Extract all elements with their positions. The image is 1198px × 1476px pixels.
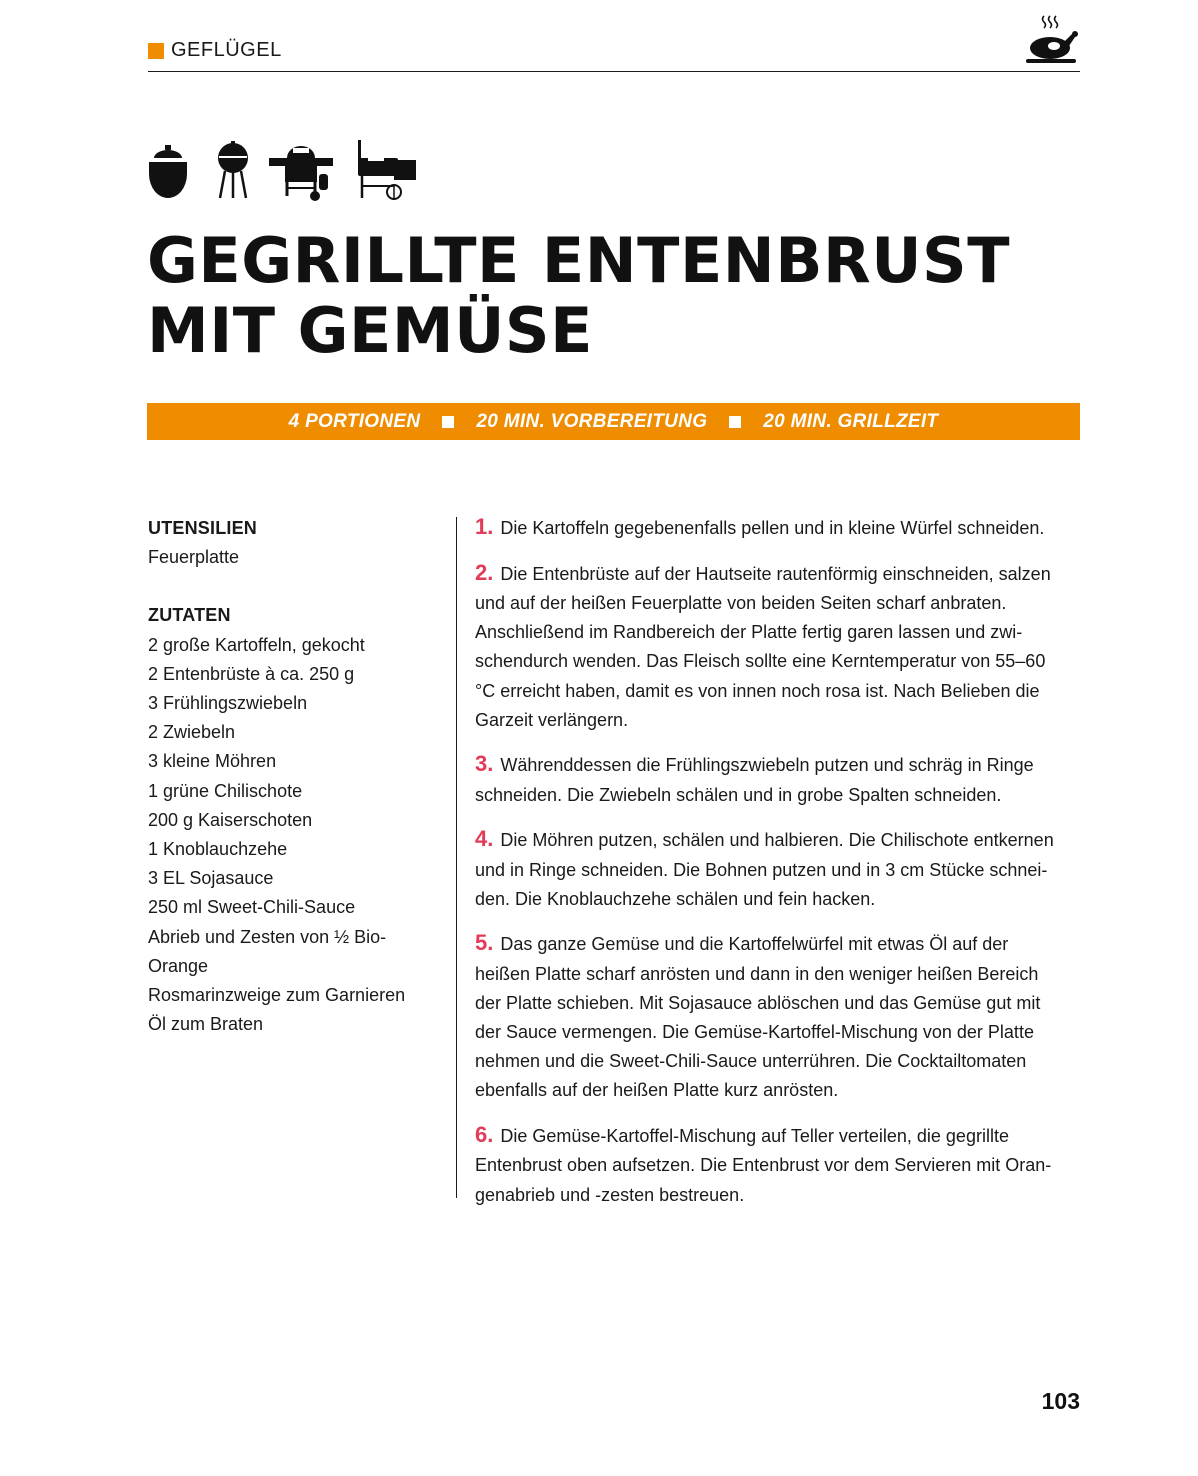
ingredient-item: 1 grüne Chilischote [148,780,303,801]
step-text-line: der Platte schieben. Mit Sojasauce ablöschen und das Gemüse gut mit [475,992,1041,1013]
step-text-line: heißen Platte scharf anrösten und dann in den weniger heißen Bereich [475,963,1039,984]
ingredient-item: 2 Entenbrüste à ca. 250 g [148,663,355,684]
ingredient-item: 2 Zwiebeln [148,722,236,743]
ingredient-item: 250 ml Sweet-Chili-Sauce [148,897,356,918]
roast-chicken-icon [1024,12,1080,66]
step-text-line: Währenddessen die Frühlingszwiebeln putzen und schräg in Ringe [500,755,1034,776]
column-divider [456,517,457,1198]
kettle-grill-icon [216,138,250,202]
step-text-line: Anschließend im Randbereich der Platte fertig garen lassen und zwi- [475,622,1023,643]
step-6 [475,1120,1085,1210]
step-text-line: schendurch wenden. Das Fleisch sollte eine Kerntemperatur von 55–60 [475,651,1046,672]
steps-column [475,512,1085,1224]
info-separator [442,416,454,428]
step-5 [475,928,1085,1105]
recipe-title [147,226,1087,366]
portions-info: 4 PORTIONEN [288,410,421,432]
page-header [148,36,1080,72]
section-marker [148,43,164,59]
gas-grill-icon [269,138,333,202]
ingredient-item: 200 g Kaiserschoten [148,809,313,830]
step-text-line: Garzeit verlängern. [475,709,629,730]
section-label: GEFLÜGEL [171,39,282,61]
prep-time-info: 20 MIN. VORBEREITUNG [476,410,708,432]
ingredient-item: Orange [148,955,209,976]
recipe-info-bar [147,403,1080,440]
step-text-line: den. Die Knoblauchzehe schälen und fein hacken. [475,888,876,909]
step-text-line: ebenfalls auf der heißen Platte kurz anrösten. [475,1080,839,1101]
step-number: 3. [475,751,494,777]
ingredient-item: 3 Frühlingszwiebeln [148,693,308,714]
page-number: 103 [1041,1388,1080,1414]
ingredient-item: Öl zum Braten [148,1014,264,1035]
smoker-grill-icon [356,138,418,202]
ingredients-column [148,514,438,1039]
ingredient-item: 1 Knoblauchzehe [148,839,288,860]
ingredient-item: 3 EL Sojasauce [148,868,274,889]
step-number: 4. [475,826,494,852]
step-text-line: und auf der heißen Feuerplatte von beiden Seiten scharf anbraten. [475,592,1007,613]
step-text-line: Die Entenbrüste auf der Hautseite rautenförmig einschneiden, salzen [500,563,1051,584]
recipe-title-line-1: GEGRILLTE ENTENBRUST [147,224,1010,297]
ingredient-item: Abrieb und Zesten von ½ Bio- [148,926,387,947]
step-text-line: Die Kartoffeln gegebenenfalls pellen und in kleine Würfel schneiden. [500,518,1045,538]
info-separator [729,416,741,428]
step-3 [475,749,1085,809]
step-text-line: Die Möhren putzen, schälen und halbieren. Die Chilischote entkernen [500,830,1054,851]
step-4 [475,824,1085,914]
step-text-line: Das ganze Gemüse und die Kartoffelwürfel mit etwas Öl auf der [500,934,1009,955]
step-1 [475,512,1085,543]
step-text-line: genabrieb und -zesten bestreuen. [475,1184,745,1205]
step-2 [475,558,1085,735]
utensil-item: Feuerplatte [148,547,240,568]
step-text-line: schneiden. Die Zwiebeln schälen und in grobe Spalten schneiden. [475,784,1002,805]
step-number: 2. [475,559,494,585]
step-text-line: der Sauce vermengen. Die Gemüse-Kartoffel-Mischung von der Platte [475,1022,1034,1043]
ingredients-heading: ZUTATEN [148,605,231,626]
ingredient-item: Rosmarinzweige zum Garnieren [148,985,406,1006]
kamado-grill-icon [148,138,188,202]
step-text-line: °C erreicht haben, damit es von innen noch rosa ist. Nach Belieben die [475,680,1040,701]
grill-time-info: 20 MIN. GRILLZEIT [763,410,939,432]
step-text-line: Entenbrust oben aufsetzen. Die Entenbrust vor dem Servieren mit Oran- [475,1155,1052,1176]
step-text-line: nehmen und die Sweet-Chili-Sauce unterrühren. Die Cocktailtomaten [475,1051,1027,1072]
step-text-line: und in Ringe schneiden. Die Bohnen putzen und in 3 cm Stücke schnei- [475,859,1048,880]
step-text-line: Die Gemüse-Kartoffel-Mischung auf Teller verteilen, die gegrillte [500,1126,1009,1147]
recipe-title-line-2: MIT GEMÜSE [147,294,593,367]
ingredient-item: 3 kleine Möhren [148,751,277,772]
step-number: 5. [475,930,494,956]
step-number: 1. [475,514,494,539]
utensils-heading: UTENSILIEN [148,518,258,538]
step-number: 6. [475,1122,494,1148]
grill-type-icons [148,138,428,202]
ingredient-item: 2 große Kartoffeln, gekocht [148,634,365,655]
